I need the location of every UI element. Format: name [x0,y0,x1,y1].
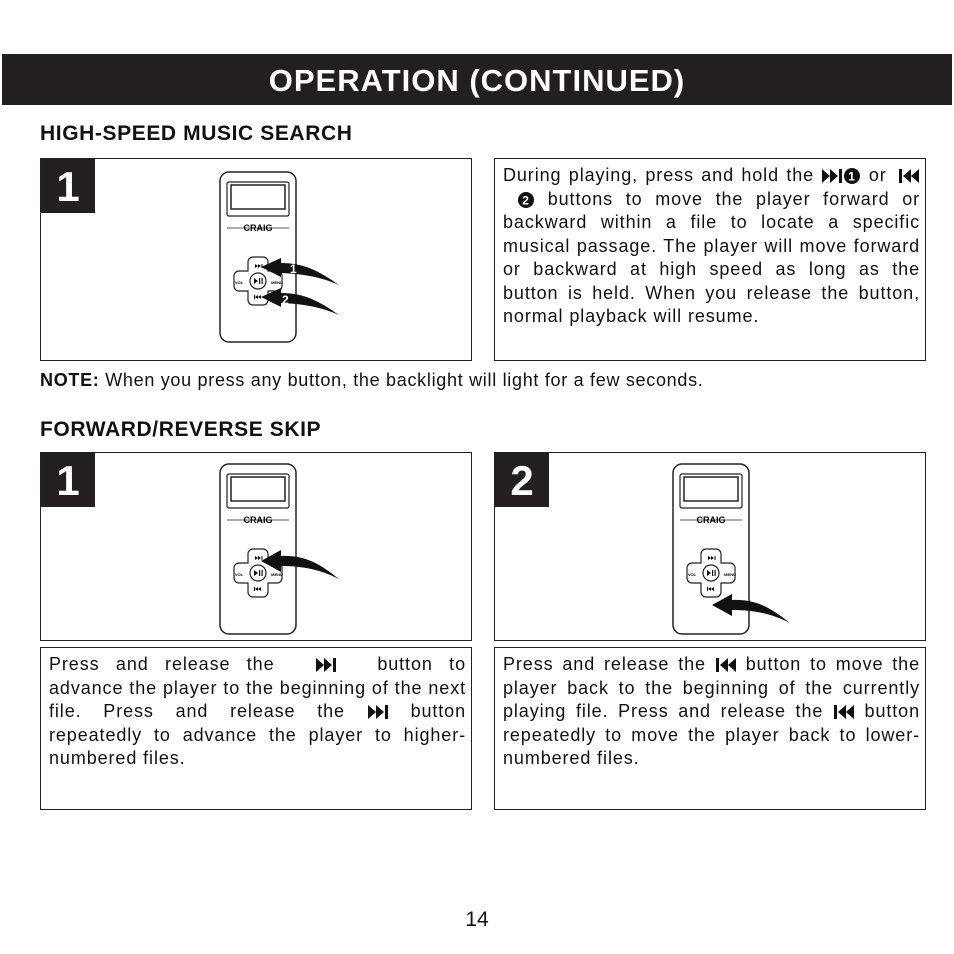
forward-reverse-skip-heading: FORWARD/REVERSE SKIP [40,418,322,441]
step-number: 1 [41,159,95,213]
device-brand-label: CRAIG [696,515,726,525]
menu-label: MENU [271,280,283,285]
search-description-text: During playing, press and hold the 1 or 2 buttons to move the player forward or backward within a file to locate a specific musical passage. The player will move forward or backward at high speed as long as the button is held. When you release the button, normal playback will resume. [503,165,921,326]
step-number: 2 [495,453,549,507]
device-brand-label: CRAIG [243,515,273,525]
step-number: 1 [41,453,95,507]
callout-1: 1 [290,262,297,276]
vol-label: VOL [234,572,244,577]
page-number: 14 [465,908,489,931]
section-banner: OPERATION (CONTINUED) [2,54,952,105]
skip-forward-illustration-panel [40,452,472,641]
fast-forward-icon [821,168,843,184]
high-speed-search-heading: HIGH-SPEED MUSIC SEARCH [40,122,353,145]
badge-2-icon [517,191,535,209]
note-line [40,370,704,391]
skip-forward-icon [367,704,389,720]
device-brand-label: CRAIG [243,223,273,233]
vol-label: VOL [234,280,244,285]
callout-2: 2 [282,293,289,307]
skip-reverse-description-text: Press and release the button to move the player back to the beginning of the currently playing file. Press and release the button repeatedly to move the player back to lower-numbered files. [503,654,920,768]
svg-text:2: 2 [522,193,530,208]
badge-1-icon [843,167,861,185]
skip-reverse-illustration-panel [494,452,926,641]
note-label: NOTE: [40,370,100,390]
skip-forward-description-text: Press and release the button to advance the player to the beginning of the next file. Press and release the button repeatedly to advance the player to higher-numbered files. [49,654,467,768]
skip-forward-icon [315,657,337,673]
menu-label: MENU [271,572,283,577]
player-device-illustration [672,463,822,635]
player-device-illustration [219,463,369,635]
note-text: When you press any button, the backlight will light for a few seconds. [105,370,704,390]
skip-back-icon [715,657,737,673]
search-illustration-panel [40,158,472,361]
skip-reverse-description-box [494,647,926,810]
player-device-illustration [219,171,369,343]
svg-text:1: 1 [848,169,857,184]
menu-label: MENU [724,572,736,577]
skip-back-icon [833,704,855,720]
vol-label: VOL [687,572,697,577]
skip-forward-description-box [40,647,472,810]
rewind-icon [898,168,920,184]
search-description-box [494,158,926,361]
